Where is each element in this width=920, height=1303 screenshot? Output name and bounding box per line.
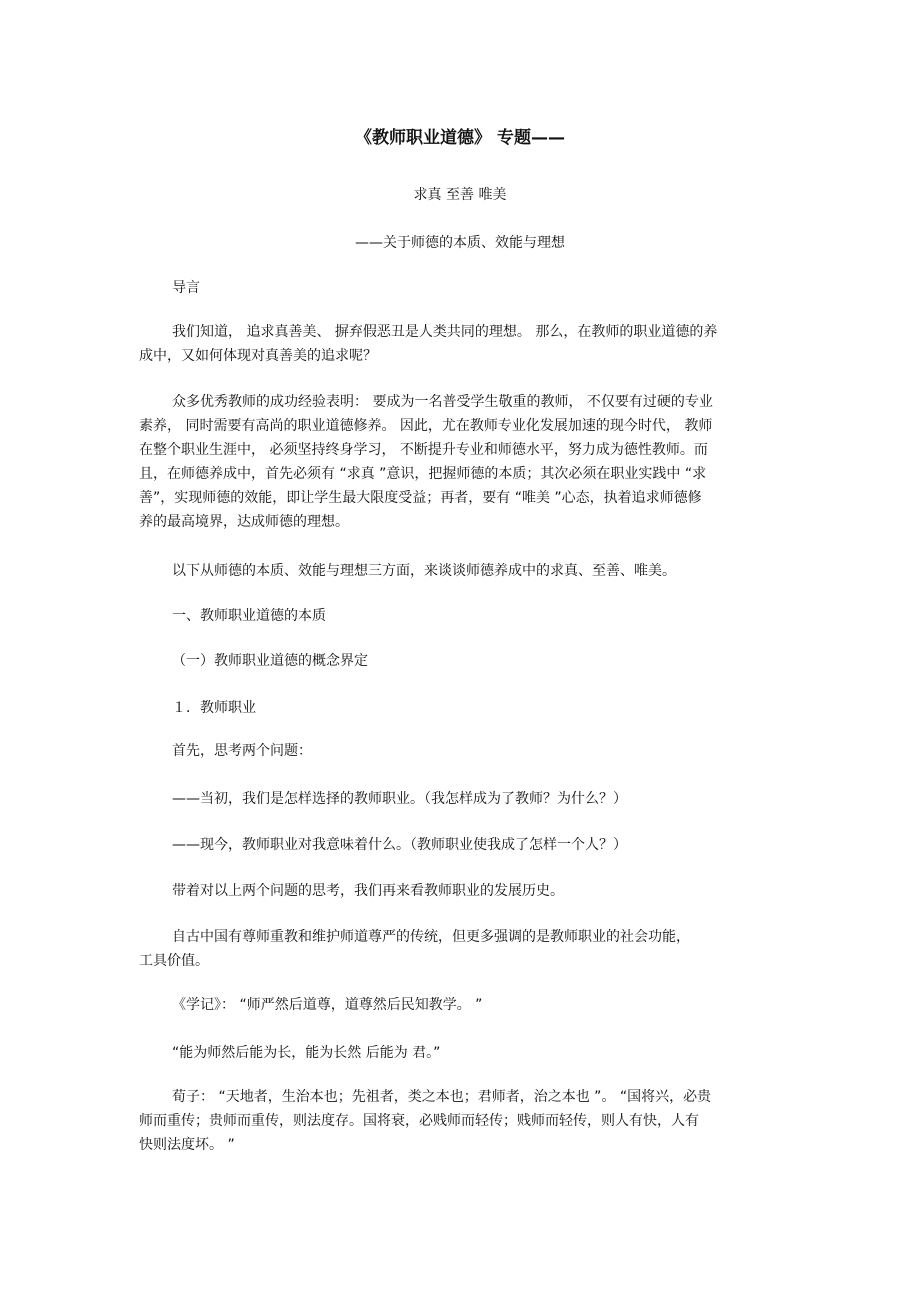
paragraph-line: 善”，实现师德的效能，即让学生最大限度受益；再者，要有 “唯美 ”心态，执着追求师德修 xyxy=(139,490,702,506)
question-1: ——当初，我们是怎样选择的教师职业。（我怎样成为了教师？为什么？） xyxy=(172,791,627,807)
paragraph-line: 且，在师德养成中，首先必须有 “求真 ”意识，把握师德的本质；其次必须在职业实践中 “求 xyxy=(139,466,707,482)
document-subtitle: 求真 至善 唯美 xyxy=(413,187,507,203)
document-title: 《教师职业道德》 专题—— xyxy=(355,128,565,148)
paragraph-line: 我们知道， 追求真善美、 摒弃假恶丑是人类共同的理想。 那么，在教师的职业道德的养 xyxy=(172,324,718,340)
paragraph-line: 素养， 同时需要有高尚的职业道德修养。 因此，尤在教师专业化发展加速的现今时代， 教师 xyxy=(139,418,713,434)
paragraph-line: 在整个职业生涯中， 必须坚持终身学习， 不断提升专业和师德水平，努力成为德性教师。而 xyxy=(139,442,708,458)
question-2: ——现今，教师职业对我意味着什么。（教师职业使我成了怎样一个人？） xyxy=(172,837,627,853)
paragraph-line: 荀子： “天地者，生治本也；先祖者，类之本也；君师者，治之本也 ”。 “国将兴，必贵 xyxy=(172,1089,712,1105)
paragraph-2 xyxy=(139,390,713,534)
quote-2: “能为师然后能为长，能为长然 后能为 君。” xyxy=(172,1045,441,1061)
paragraph-line: 师而重传；贵师而重传，则法度存。国将衰，必贱师而轻传；贱师而轻传，则人有快，人有 xyxy=(139,1113,699,1129)
paragraph-line: 众多优秀教师的成功经验表明： 要成为一名普受学生敬重的教师， 不仅要有过硬的专业 xyxy=(172,394,713,410)
paragraph-line: 工具价值。 xyxy=(139,953,209,969)
document-subheading: ——关于师德的本质、效能与理想 xyxy=(355,235,565,251)
paragraph-6 xyxy=(139,925,690,973)
item-heading: １．教师职业 xyxy=(172,700,256,716)
paragraph-3: 以下从师德的本质、效能与理想三方面，来谈谈师德养成中的求真、至善、唯美。 xyxy=(172,563,676,579)
paragraph-5: 带着对以上两个问题的思考，我们再来看教师职业的发展历史。 xyxy=(172,883,564,899)
intro-heading: 导言 xyxy=(172,280,200,296)
paragraph-line: 快则法度坏。 ” xyxy=(139,1137,235,1153)
section-heading: 一、教师职业道德的本质 xyxy=(172,608,326,624)
paragraph-line: 自古中国有尊师重教和维护师道尊严的传统，但更多强调的是教师职业的社会功能， xyxy=(172,929,690,945)
paragraph-line: 成中，又如何体现对真善美的追求呢？ xyxy=(139,348,377,364)
subsection-heading: （一）教师职业道德的概念界定 xyxy=(172,653,368,669)
paragraph-line: 养的最高境界，达成师德的理想。 xyxy=(139,514,349,530)
paragraph-1 xyxy=(139,320,717,368)
paragraph-7 xyxy=(139,1085,711,1157)
quote-1: 《学记》： “师严然后道尊，道尊然后民知教学。 ” xyxy=(172,997,483,1013)
paragraph-4: 首先，思考两个问题： xyxy=(172,743,312,759)
